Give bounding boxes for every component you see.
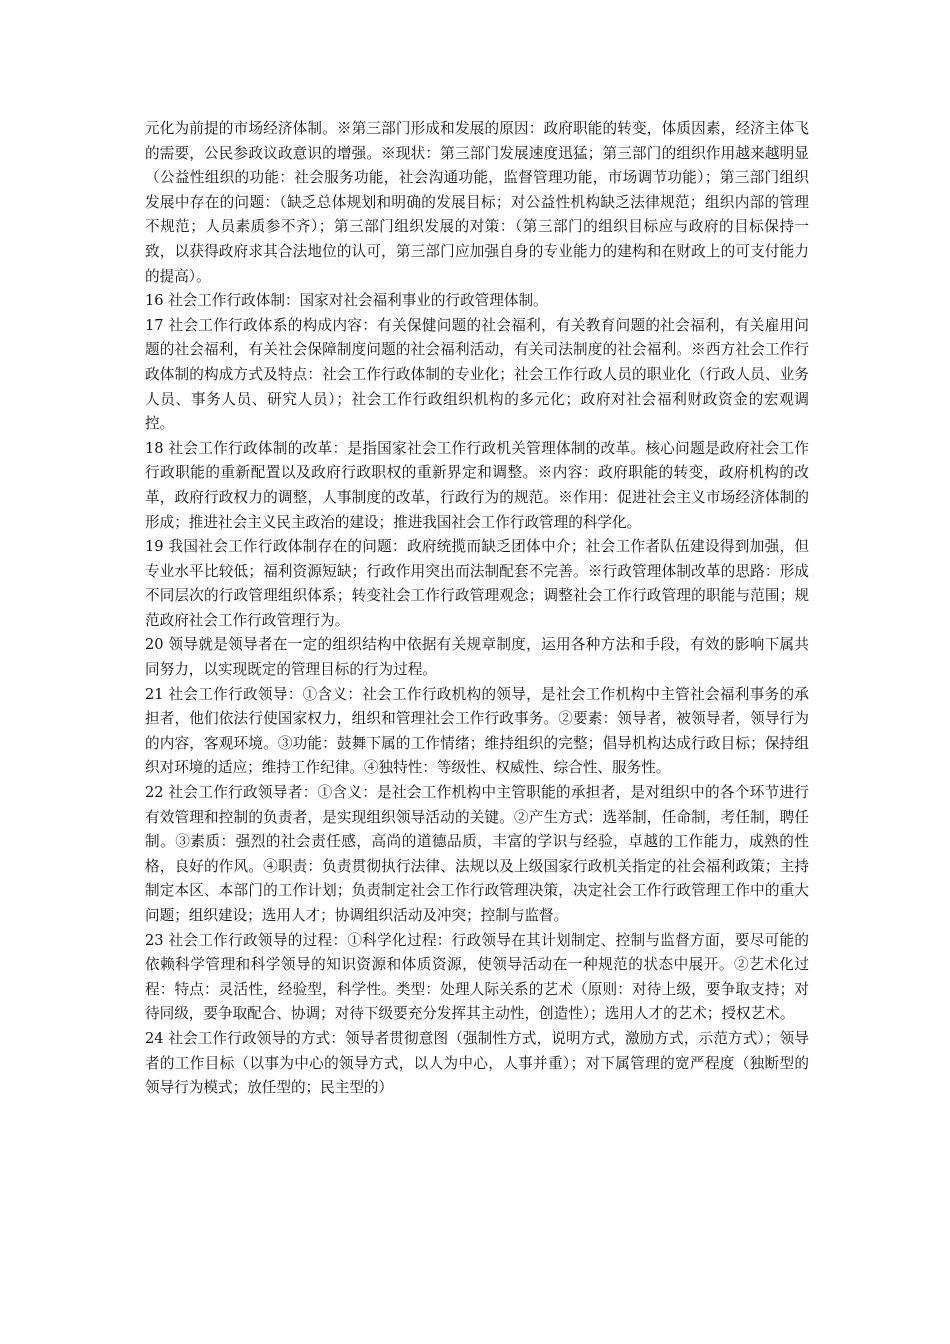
paragraph-23: 23 社会工作行政领导的过程：①科学化过程：行政领导在其计划制定、控制与监督方面，要尽可能的依赖科学管理和科学领导的知识资源和体质资源，使领导活动在一种规范的状态中展开。②艺术化过程：特点：灵活性，经验型，科学性。类型：处理人际关系的艺术（原则：对待上级，要争取支持；对待同级，要争取配合、协调；对待下级要充分发挥其主动性，创造性）；选用人才的艺术；授权艺术。 xyxy=(145,931,809,1023)
paragraph-16: 16 社会工作行政体制：国家对社会福利事业的行政管理体制。 xyxy=(145,292,548,310)
paragraph-third-sector-continued: 元化为前提的市场经济体制。※第三部门形成和发展的原因：政府职能的转变，体质因素，经济主体飞的需要，公民参政议政意识的增强。※现状：第三部门发展速度迅猛；第三部门的组织作用越来越明显（公益性组织的功能：社会服务功能，社会沟通功能，监督管理功能，市场调节功能）；第三部门组织发展中存在的问题：（缺乏总体规划和明确的发展目标；对公益性机构缺乏法律规范；组织内部的管理不规范；人员素质参不齐）；第三部门组织发展的对策：（第三部门的组织目标应与政府的目标保持一致，以获得政府求其合法地位的认可，第三部门应加强自身的专业能力的建构和在财政上的可支付能力的提高）。 xyxy=(145,120,809,285)
paragraph-17: 17 社会工作行政体系的构成内容：有关保健问题的社会福利，有关教育问题的社会福利，有关雇用问题的社会福利，有关社会保障制度问题的社会福利活动，有关司法制度的社会福利。※西方社会工作行政体制的构成方式及特点：社会工作行政体制的专业化；社会工作行政人员的职业化（行政人员、业务人员、事务人员、研究人员）；社会工作行政组织机构的多元化；政府对社会福利财政资金的宏观调控。 xyxy=(145,316,809,433)
paragraph-21: 21 社会工作行政领导：①含义：社会工作行政机构的领导，是社会工作机构中主管社会福利事务的承担者，他们依法行使国家权力，组织和管理社会工作行政事务。②要素：领导者，被领导者，领导行为的内容，客观环境。③功能：鼓舞下属的工作情绪；维持组织的完整；倡导机构达成行政目标；保持组织对环境的适应；维持工作纪律。④独特性：等级性、权威性、综合性、服务性。 xyxy=(145,685,809,777)
paragraph-22: 22 社会工作行政领导者：①含义：是社会工作机构中主管职能的承担者，是对组织中的各个环节进行有效管理和控制的负责者，是实现组织领导活动的关键。②产生方式：选举制，任命制，考任制，聘任制。③素质：强烈的社会责任感，高尚的道德品质，丰富的学识与经验，卓越的工作能力，成熟的性格，良好的作风。④职责：负责贯彻执行法律、法规以及上级国家行政机关指定的社会福利政策；主持制定本区、本部门的工作计划；负责制定社会工作行政管理决策，决定社会工作行政管理工作中的重大问题；组织建设；选用人才；协调组织活动及冲突；控制与监督。 xyxy=(145,784,809,924)
paragraph-18: 18 社会工作行政体制的改革：是指国家社会工作行政机关管理体制的改革。核心问题是政府社会工作行政职能的重新配置以及政府行政职权的重新界定和调整。※内容：政府职能的转变，政府机构的改革，政府行政权力的调整，人事制度的改革，行政行为的规范。※作用：促进社会主义市场经济体制的形成；推进社会主义民主政治的建设；推进我国社会工作行政管理的科学化。 xyxy=(145,439,809,531)
paragraph-19: 19 我国社会工作行政体制存在的问题：政府统揽而缺乏团体中介；社会工作者队伍建设得到加强，但专业水平比较低；福利资源短缺；行政作用突出而法制配套不完善。※行政管理体制改革的思路：形成不同层次的行政管理组织体系；转变社会工作行政管理观念；调整社会工作行政管理的职能与范围；规范政府社会工作行政管理行为。 xyxy=(145,538,809,629)
document-page xyxy=(145,117,809,1101)
paragraph-24: 24 社会工作行政领导的方式：领导者贯彻意图（强制性方式，说明方式，激励方式，示范方式）；领导者的工作目标（以事为中心的领导方式，以人为中心，人事并重）；对下属管理的宽严程度（独断型的领导行为模式；放任型的；民主型的） xyxy=(145,1029,809,1097)
paragraph-20: 20 领导就是领导者在一定的组织结构中依据有关规章制度，运用各种方法和手段，有效的影响下属共同努力，以实现既定的管理目标的行为过程。 xyxy=(145,636,809,679)
